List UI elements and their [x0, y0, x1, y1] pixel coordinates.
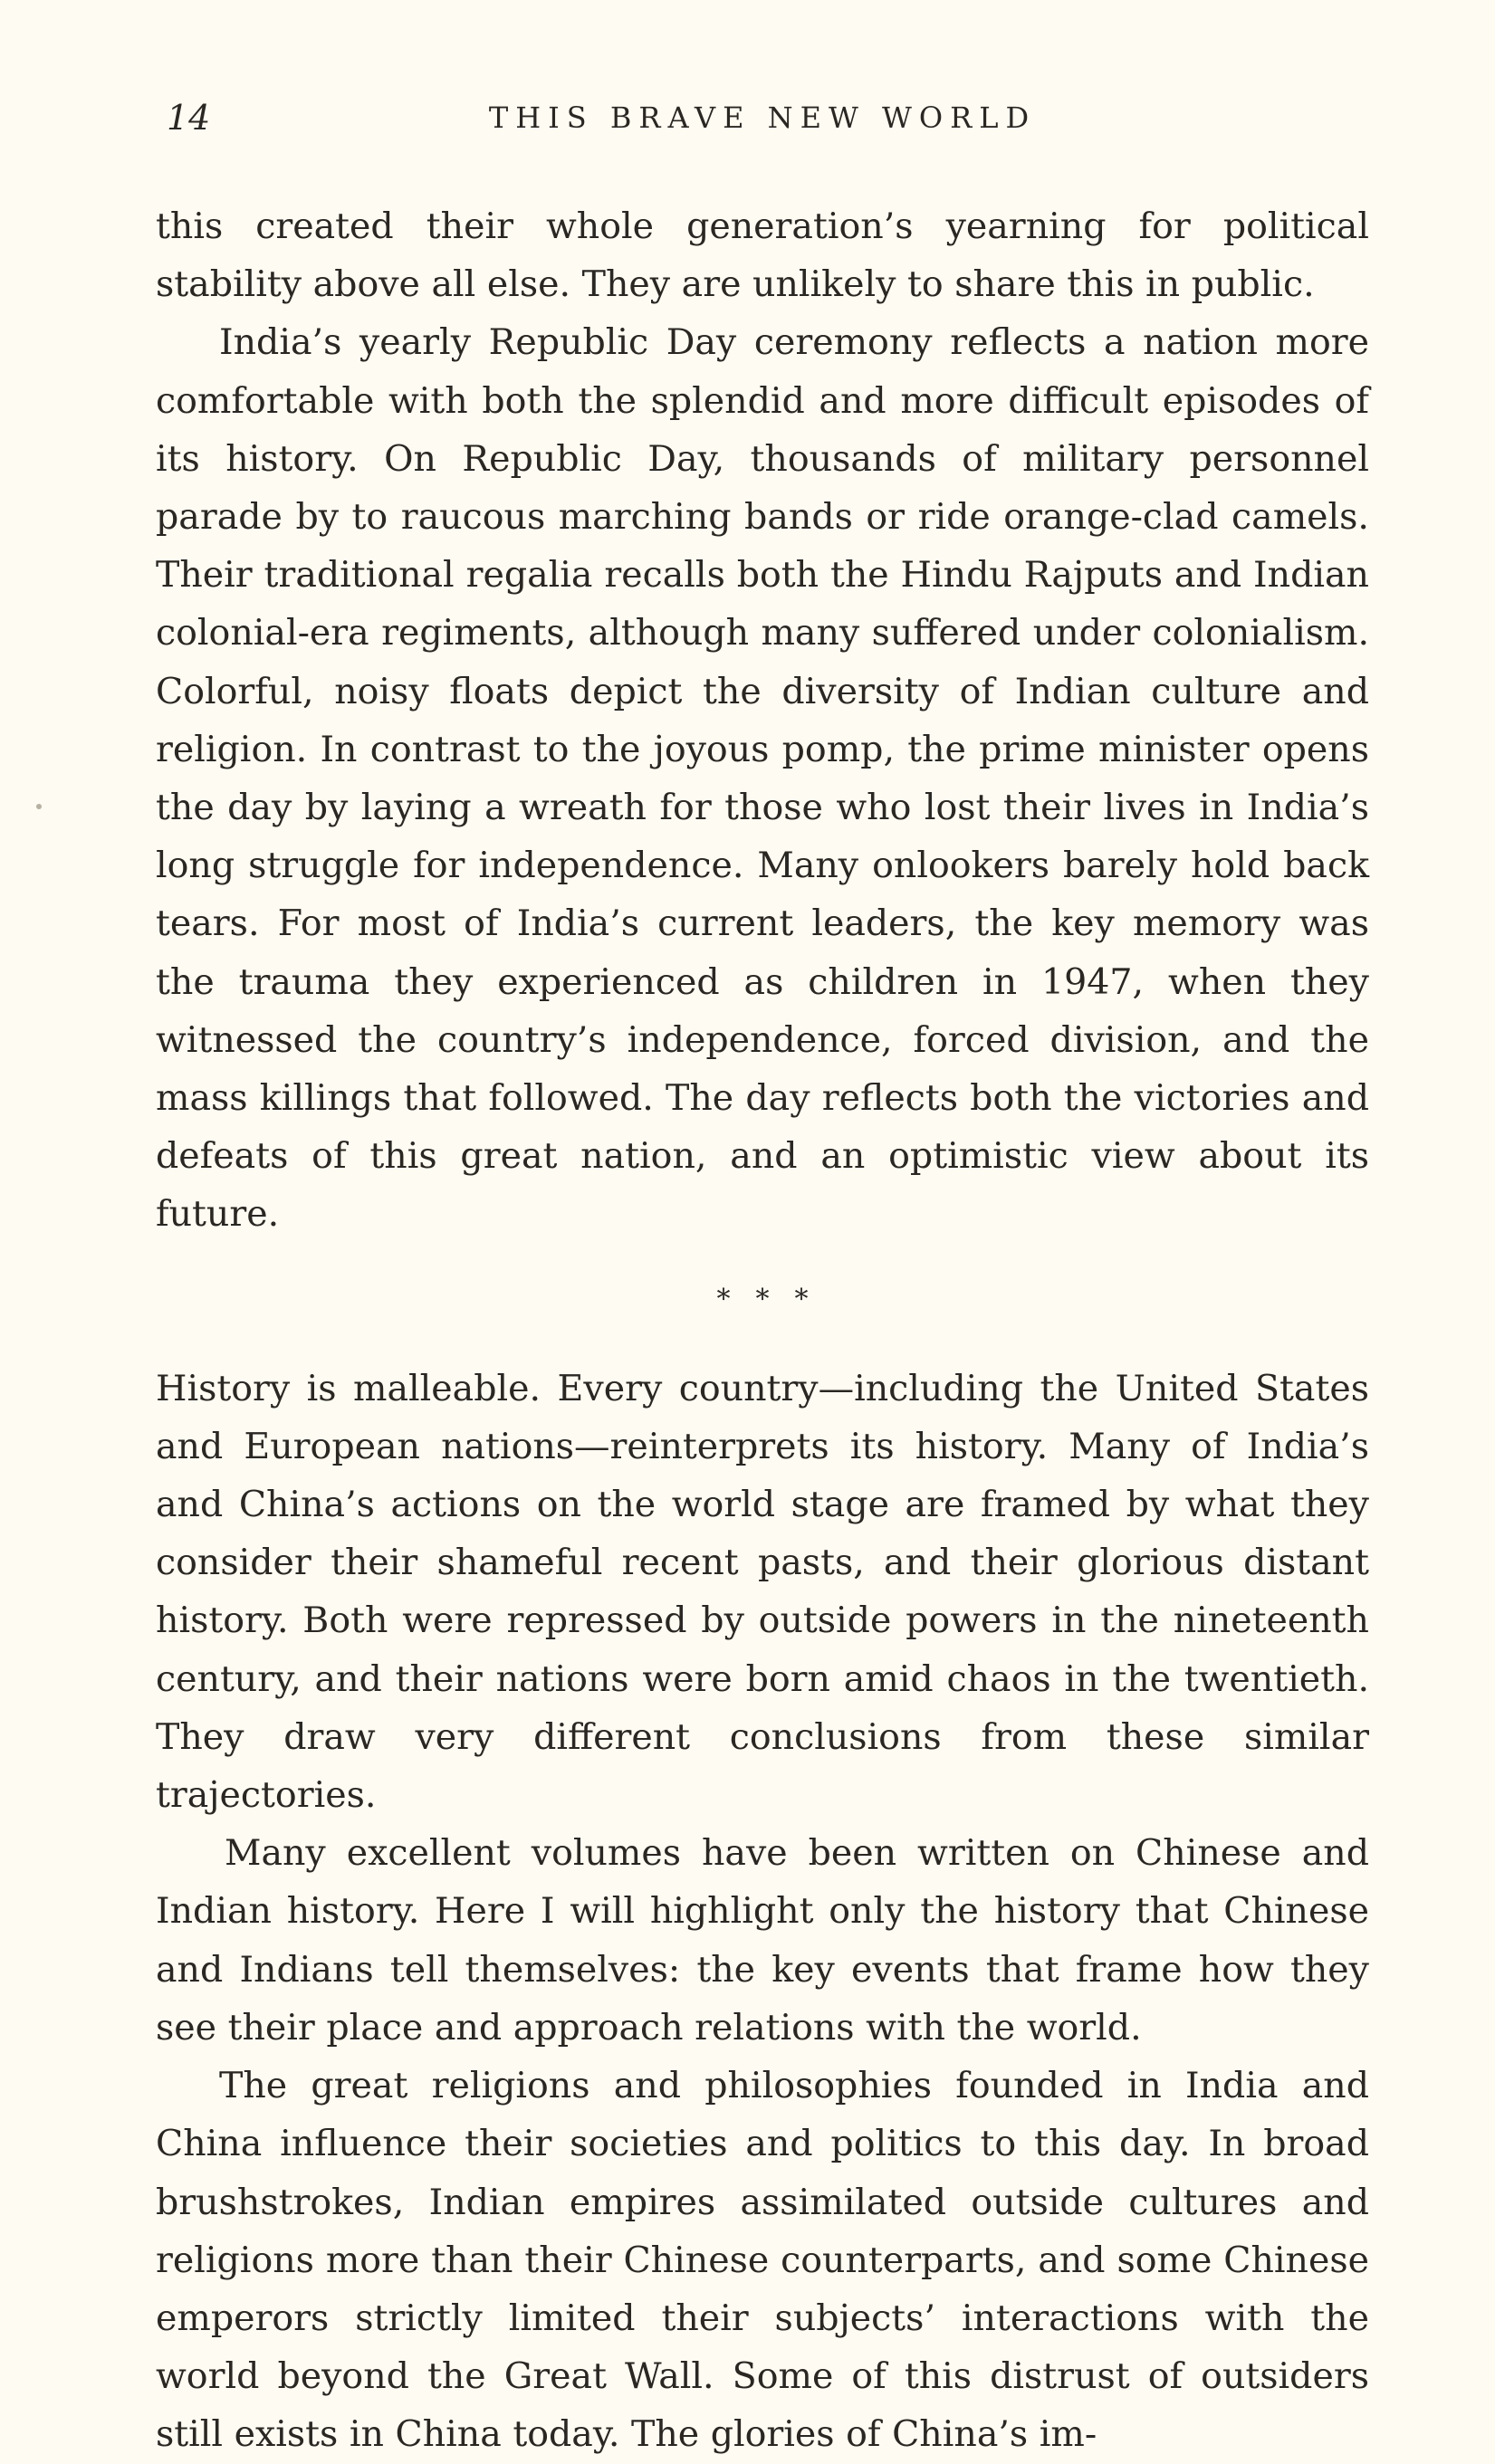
section-break-star: *	[755, 1283, 795, 1315]
margin-speck	[36, 804, 42, 809]
section-break	[156, 1244, 1369, 1360]
section-break-star: *	[794, 1283, 834, 1315]
paragraph: The great religions and philosophies founded in India and China influence their societies and politics to this day. In broad brushstrokes, Indian empires assimilated outside cultures and religions more than their Chinese counterparts, and some Chinese emperors strictly limited their subjects’ interactions with the world beyond the Great Wall. Some of this distrust of outsiders still exists in China today. The glories of China’s im-	[156, 2065, 1369, 2456]
paragraph: History is malleable. Every country—including the United States and European nations—reinterprets its history. Many of India’s and China’s actions on the world stage are framed by what they consider their shameful recent pasts, and their glorious distant history. Both were repressed by outside powers in the nineteenth century, and their nations were born amid chaos in the twentieth. They draw very different conclusions from these similar trajectories.	[156, 1367, 1369, 1817]
running-head	[156, 95, 1369, 140]
paragraph-continued: this created their whole generation’s yearning for political stability above all else. They are unlikely to share this in public.	[156, 205, 1369, 306]
running-title: THIS BRAVE NEW WORLD	[488, 100, 1037, 135]
body-text	[156, 197, 1369, 2464]
paragraph: Many excellent volumes have been written on Chinese and Indian history. Here I will highlight only the history that Chinese and Indians tell themselves: the key events that frame how they see their place and approach relations with the world.	[156, 1832, 1369, 2049]
page-number: 14	[167, 98, 211, 138]
section-break-star: *	[716, 1283, 756, 1315]
paragraph: India’s yearly Republic Day ceremony reflects a nation more comfortable with both the splendid and more difficult episodes of its history. On Republic Day, thousands of military personnel parade by to raucous marching bands or ride orange-clad camels. Their traditional regalia recalls both the Hindu Rajputs and Indian colonial-era regiments, although many suffered under colonialism. Colorful, noisy floats depict the diversity of Indian culture and religion. In contrast to the joyous pomp, the prime minister opens the day by laying a wreath for those who lost their lives in India’s long struggle for independence. Many onlookers barely hold back tears. For most of India’s current leaders, the key memory was the trauma they experienced as children in 1947, when they witnessed the country’s independence, forced division, and the mass killings that followed. The day reflects both the victories and defeats of this great nation, and an optimistic view about its future.	[156, 321, 1369, 1236]
